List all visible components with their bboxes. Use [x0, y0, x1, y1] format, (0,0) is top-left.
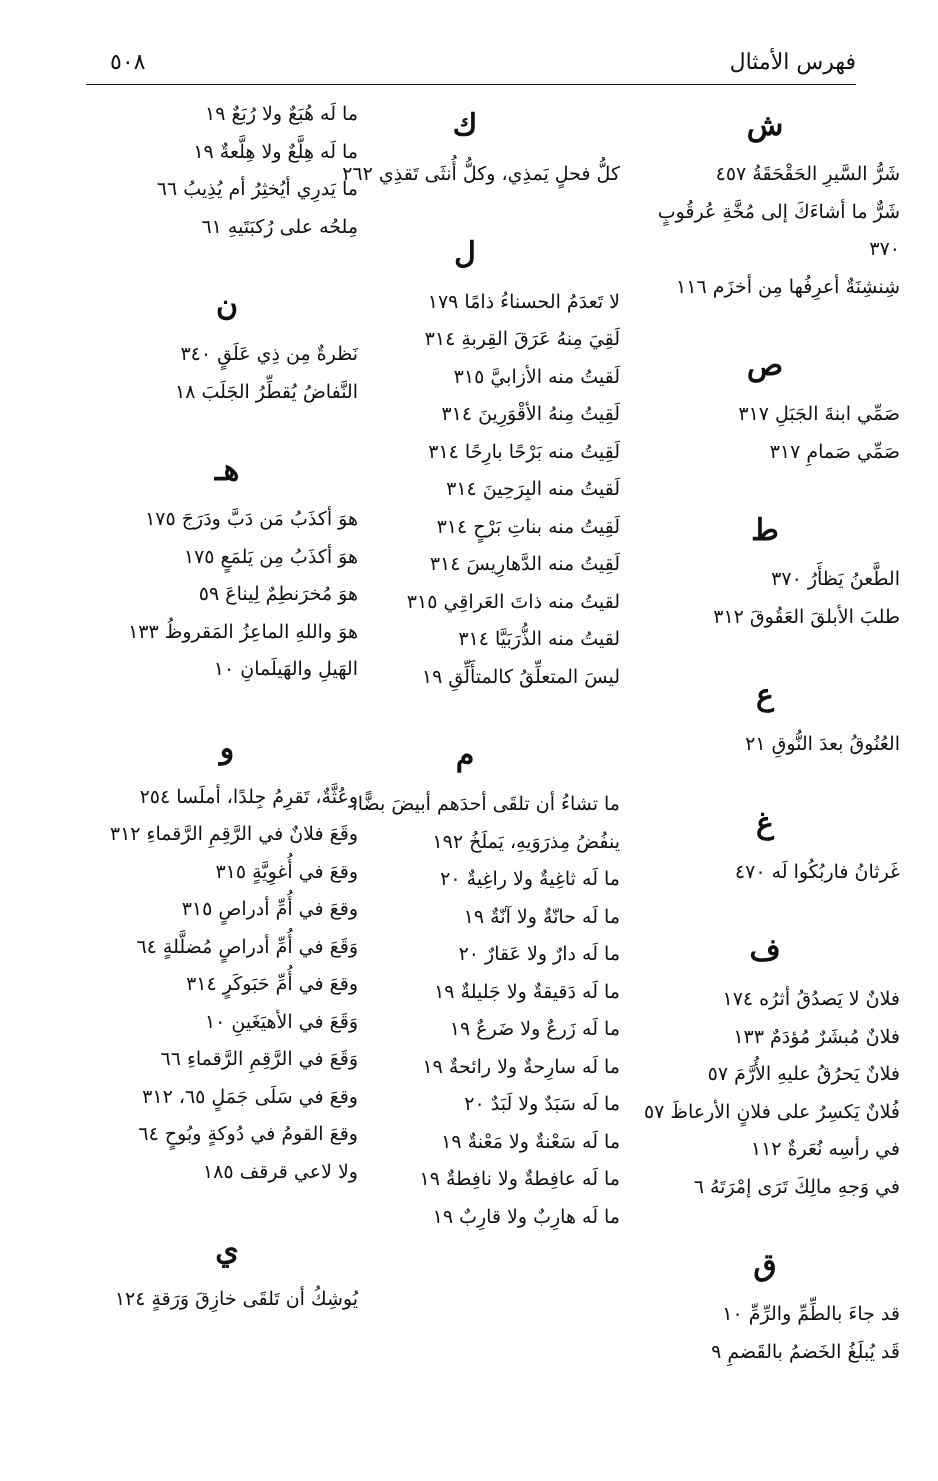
proverb-entry: مِلحُه على رُكبَتَيهِ ٦١ [201, 215, 358, 238]
proverb-entry: صَمِّي صَمامِ ٣١٧ [769, 440, 900, 463]
page-number: ٥٠٨ [110, 50, 146, 75]
proverb-entry: طلبَ الأبلقَ العَقُوقَ ٣١٢ [713, 605, 900, 628]
header-rule [86, 84, 856, 85]
proverb-entry: وقعَ في سَلَى جَمَلٍ ٦٥، ٣١٢ [142, 1085, 358, 1108]
proverb-entry: هوَ واللهِ الماعِزُ المَقروظُ ١٣٣ [128, 620, 358, 643]
proverb-entry: ما لَه هارِبٌ ولا قارِبٌ ١٩ [432, 1205, 620, 1228]
proverb-entry: هوَ مُخرَنطِمٌ لِيناعَ ٥٩ [198, 583, 358, 605]
letter-heading: غ [756, 805, 774, 841]
proverb-entry: فُلانٌ يَكسِرُ على فلانٍ الأرعاظَ ٥٧ [643, 1100, 900, 1123]
proverb-entry: قد جاءَ بالطِّمِّ والرِّمِّ ١٠ [722, 1303, 900, 1325]
letter-heading: ن [215, 288, 239, 323]
proverb-entry: وَقَعَ في أُمِّ أدراصٍ مُضلَّلةٍ ٦٤ [136, 935, 358, 958]
proverb-entry: وعُثَّةٌ، تَقرِمُ جِلدًا، أملَسا ٢٥٤ [139, 785, 358, 808]
proverb-entry: ما يَدرِي أيُخثِرُ أم يُذِيبُ ٦٦ [156, 178, 358, 200]
section-gap [96, 689, 358, 719]
proverb-entry: لَقِيتُ منه بناتِ بَرْحٍ ٣١٤ [436, 515, 620, 538]
proverb-entry: فلانٌ مُبشَرٌ مُؤدَمٌ ١٣٣ [733, 1025, 900, 1048]
proverb-entry: صَمِّي ابنةَ الجَبَلِ ٣١٧ [738, 403, 900, 425]
proverb-entry: وقعَ في أُغوِيَّةٍ ٣١٥ [215, 860, 358, 883]
proverb-entry: وقعَ في أُمِّ أدراصٍ ٣١٥ [181, 898, 358, 920]
section-gap [96, 411, 358, 441]
section-gap [96, 246, 358, 276]
section-gap [630, 1206, 900, 1236]
section-gap [630, 306, 900, 336]
letter-heading: ك [452, 108, 478, 143]
section-gap [630, 636, 900, 666]
proverb-entry: ما تشاءُ أن تلقَى أحدَهم أبيضَ بضًّا، ينفُضُ مِذرَوَيهِ، يَملَخُ ١٩٢ [351, 793, 620, 853]
proverb-entry: ما لَه عافِطةٌ ولا نافِطةٌ ١٩ [419, 1168, 620, 1190]
proverb-entry: ما لَه زَرعٌ ولا ضَرعٌ ١٩ [449, 1018, 620, 1040]
proverb-entry: ولا لاعي قرقف ١٨٥ [202, 1160, 358, 1183]
page-header [86, 46, 856, 80]
proverb-entry: ما لَه دَقيقةٌ ولا جَليلةٌ ١٩ [434, 980, 620, 1003]
letter-heading: و [219, 730, 235, 766]
proverb-entry: ما لَه دارٌ ولا عَقارٌ ٢٠ [458, 943, 620, 965]
proverb-entry: غَرثانُ فاربُكُوا لَه ٤٧٠ [734, 860, 900, 883]
proverb-entry: في وَجهِ مالِكَ تَرَى إمْرَتَهُ ٦ [693, 1175, 900, 1198]
letter-heading: ي [215, 1233, 239, 1268]
page-title: فهرس الأمثال [729, 50, 856, 75]
proverb-entry: لَقِيتُ مِنهُ الأقْوَرِينَ ٣١٤ [441, 403, 620, 425]
proverb-entry: في رأسِه نُعَرةٌ ١١٢ [750, 1138, 900, 1160]
proverb-entry: وقعَ في أُمِّ حَبَوكَرٍ ٣١٤ [186, 973, 358, 995]
proverb-entry: ما لَه ثاغِيةٌ ولا راغِيةٌ ٢٠ [440, 868, 620, 890]
letter-heading: ش [746, 108, 784, 143]
proverb-entry: ما لَه سَبَدٌ ولا لَبَدٌ ٢٠ [464, 1093, 620, 1115]
proverb-entry: الطَّعنُ يَظأَرُ ٣٧٠ [771, 568, 900, 590]
proverb-entry: لَقيتُ منه البِرَحِينَ ٣١٤ [446, 478, 620, 500]
proverb-entry: شَرُّ السَّيرِ الحَقْحَقَةُ ٤٥٧ [715, 163, 900, 185]
letter-heading: ع [756, 678, 774, 713]
proverb-entry: وقعَ القومُ في دُوكةٍ وبُوحٍ ٦٤ [138, 1123, 358, 1145]
proverb-entry: فلانٌ لا يَصدُقُ أثرُه ١٧٤ [722, 988, 900, 1010]
section-gap [96, 1191, 358, 1221]
proverb-entry: العُنُوقُ بعدَ النُّوقِ ٢١ [745, 733, 900, 755]
letter-heading: ط [751, 513, 779, 548]
section-gap [630, 891, 900, 921]
proverb-entry: ما لَه سَعْنةٌ ولا مَعْنةٌ ١٩ [441, 1130, 620, 1153]
index-column-left [96, 96, 358, 1319]
index-column-right [630, 96, 900, 1371]
proverb-entry: النَّفاضُ يُقطِّرُ الجَلَبَ ١٨ [175, 380, 358, 403]
letter-heading: ص [746, 348, 784, 383]
proverb-entry: وَقَعَ في الرَّقِمِ الرَّقماءِ ٦٦ [160, 1048, 358, 1070]
proverb-entry: لَقِيَ مِنهُ عَرَقَ القِربةِ ٣١٤ [424, 328, 620, 350]
proverb-entry: وَقَعَ في الأهيَغَينِ ١٠ [204, 1010, 358, 1033]
letter-heading: هـ [214, 453, 240, 488]
proverb-entry: ليسَ المتعلِّقُ كالمتأَلِّقِ ١٩ [421, 665, 620, 688]
letter-heading: ف [749, 933, 781, 968]
proverb-entry: لَقِيتُ منه بَرْحًا بارِحًا ٣١٤ [428, 440, 620, 463]
proverb-entry: نَظرةٌ مِن ذِي عَلَقٍ ٣٤٠ [180, 343, 358, 365]
proverb-entry: قَد يُبلَغُ الخَضمُ بالقَضمِ ٩ [711, 1340, 900, 1363]
proverb-entry: كلُّ فحلٍ يَمذِي، وكلُّ أُنثَى تَقذِي ٢٦٢ [342, 163, 620, 185]
proverb-entry: وقَعَ فلانٌ في الرَّقِمِ الرَّقماءِ ٣١٢ [109, 823, 358, 845]
proverb-entry: الهَيلِ والهَيلَمانِ ١٠ [213, 658, 358, 680]
proverb-entry: لقيتُ منه الذُّرَبَيَّا ٣١٤ [458, 628, 620, 650]
letter-heading: ق [753, 1248, 777, 1283]
proverb-entry: شِنشِنَةٌ أعرِفُها مِن أخزَم ١١٦ [676, 275, 900, 298]
proverb-entry: ما لَه هِلَّعٌ ولا هِلَّعةٌ ١٩ [193, 140, 358, 163]
letter-heading: ل [454, 235, 476, 271]
section-gap [630, 471, 900, 501]
proverb-entry: لقيتُ منه ذاتَ العَراقِي ٣١٥ [406, 590, 620, 613]
proverb-entry: لَقِيتُ منه الدَّهارِيسَ ٣١٤ [429, 553, 620, 575]
proverb-entry: يُوشِكُ أن تَلقَى خازِقَ وَرَقةٍ ١٢٤ [114, 1288, 358, 1310]
proverb-entry: ما لَه هُبَعٌ ولا رُبَعٌ ١٩ [204, 103, 358, 125]
proverb-entry: هوَ أكذَبُ مَن دَبَّ ودَرَجَ ١٧٥ [145, 508, 358, 530]
proverb-entry: ما لَه حانّةٌ ولا آنّةٌ ١٩ [463, 905, 620, 928]
proverb-entry: فلانٌ يَحرُقُ عليهِ الأُرَّمَ ٥٧ [707, 1063, 900, 1085]
proverb-entry: لَقيتُ منه الأزابيَّ ٣١٥ [453, 365, 620, 388]
section-gap [630, 764, 900, 794]
proverb-entry: لا تَعدَمُ الحسناءُ ذامًا ١٧٩ [427, 290, 620, 313]
proverb-entry: شَرٌّ ما أشاءَكَ إلى مُخَّةِ عُرقُوبٍ ٣٧٠ [657, 200, 900, 260]
proverb-entry: هوَ أكذَبُ مِن يَلمَعٍ ١٧٥ [183, 545, 358, 568]
letter-heading: م [455, 738, 475, 773]
proverb-entry: ما لَه سارِحةٌ ولا رائحةٌ ١٩ [422, 1055, 620, 1078]
